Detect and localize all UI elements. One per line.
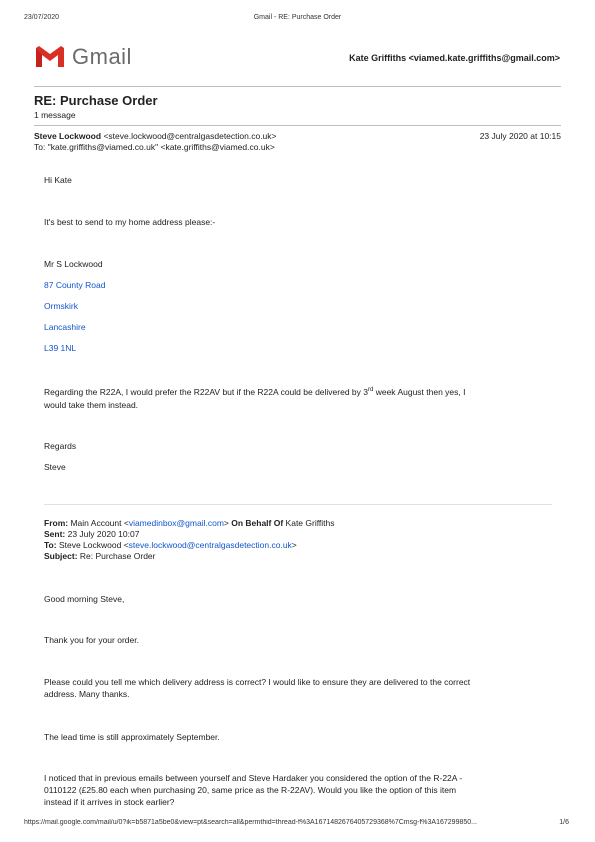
regards: Regards bbox=[44, 441, 77, 451]
message-date: 23 July 2020 at 10:15 bbox=[479, 131, 561, 141]
quoted-sent-value: 23 July 2020 10:07 bbox=[65, 529, 140, 539]
message-sender bbox=[34, 131, 277, 141]
sender-email: <steve.lockwood@centralgasdetection.co.uk> bbox=[101, 131, 277, 141]
quoted-sent-label: Sent: bbox=[44, 529, 66, 539]
quoted-notice-3: instead if it arrives in stock earlier? bbox=[44, 797, 175, 807]
quoted-address-question-2: address. Many thanks. bbox=[44, 689, 130, 699]
quoted-subject bbox=[44, 551, 155, 561]
r22-paragraph-line-2: would take them instead. bbox=[44, 400, 139, 410]
print-date: 23/07/2020 bbox=[24, 14, 60, 21]
body-line-1: It's best to send to my home address please:- bbox=[44, 217, 216, 227]
quoted-from-name: Main Account < bbox=[68, 518, 129, 528]
gmail-envelope-icon bbox=[34, 45, 66, 69]
message-recipient: To: "kate.griffiths@viamed.co.uk" <kate.griffiths@viamed.co.uk> bbox=[34, 142, 275, 152]
quoted-lead-time: The lead time is still approximately September. bbox=[44, 732, 220, 742]
r22-paragraph bbox=[44, 387, 465, 397]
quoted-to-email[interactable]: steve.lockwood@centralgasdetection.co.uk bbox=[128, 540, 292, 550]
address-line-town[interactable]: Ormskirk bbox=[44, 301, 78, 311]
quoted-from-email[interactable]: viamedinbox@gmail.com bbox=[128, 518, 224, 528]
r22-text-1: Regarding the R22A, I would prefer the R22AV but if the R22A could be delivered by 3 bbox=[44, 387, 368, 397]
print-url: https://mail.google.com/mail/u/0?ik=b5871a5be0&view=pt&search=all&permthid=thread-f%3A1671482676405729368%7Cmsg-f%3A167299850... bbox=[24, 819, 477, 826]
quoted-to-name: Steve Lockwood < bbox=[56, 540, 129, 550]
print-title: Gmail - RE: Purchase Order bbox=[253, 14, 342, 21]
thread-divider bbox=[34, 125, 561, 126]
quoted-from-label: From: bbox=[44, 518, 69, 528]
page-number: 1/6 bbox=[559, 819, 569, 826]
quoted-from bbox=[44, 518, 335, 528]
address-name: Mr S Lockwood bbox=[44, 259, 103, 269]
quoted-address-question: Please could you tell me which delivery address is correct? I would like to ensure they are delivered to the correct bbox=[44, 677, 471, 687]
quoted-to-close: > bbox=[291, 540, 297, 550]
quoted-subject-label: Subject: bbox=[44, 551, 78, 561]
quoted-behalf-label: On Behalf Of bbox=[228, 518, 284, 528]
quoted-thanks: Thank you for your order. bbox=[44, 635, 139, 645]
quoted-behalf-name: Kate Griffiths bbox=[283, 518, 335, 528]
address-line-postcode[interactable]: L39 1NL bbox=[44, 343, 77, 353]
r22-ordinal: rd bbox=[368, 387, 374, 394]
quoted-notice-1: I noticed that in previous emails between yourself and Steve Hardaker you considered the option of the R-22A - bbox=[44, 773, 463, 783]
header-divider bbox=[34, 86, 561, 87]
quoted-sent bbox=[44, 529, 139, 539]
gmail-wordmark: Gmail bbox=[72, 44, 132, 69]
address-line-county[interactable]: Lancashire bbox=[44, 322, 86, 332]
quoted-greeting: Good morning Steve, bbox=[44, 594, 125, 604]
greeting: Hi Kate bbox=[44, 175, 72, 185]
quoted-from-close: > bbox=[223, 518, 229, 528]
quote-divider bbox=[44, 504, 552, 505]
address-line-street[interactable]: 87 County Road bbox=[44, 280, 106, 290]
account-label: Kate Griffiths <viamed.kate.griffiths@gmail.com> bbox=[349, 53, 560, 63]
thread-subject: RE: Purchase Order bbox=[34, 93, 158, 108]
quoted-notice-2: 0110122 (£25.80 each when purchasing 20, same price as the R-22AV). Would you like the option of this item bbox=[44, 785, 457, 795]
signoff: Steve bbox=[44, 462, 66, 472]
sender-name: Steve Lockwood bbox=[34, 131, 102, 141]
quoted-to bbox=[44, 540, 297, 550]
message-count: 1 message bbox=[34, 110, 76, 120]
r22-text-2: week August then yes, I bbox=[373, 387, 466, 397]
quoted-subject-value: Re: Purchase Order bbox=[77, 551, 156, 561]
quoted-to-label: To: bbox=[44, 540, 57, 550]
